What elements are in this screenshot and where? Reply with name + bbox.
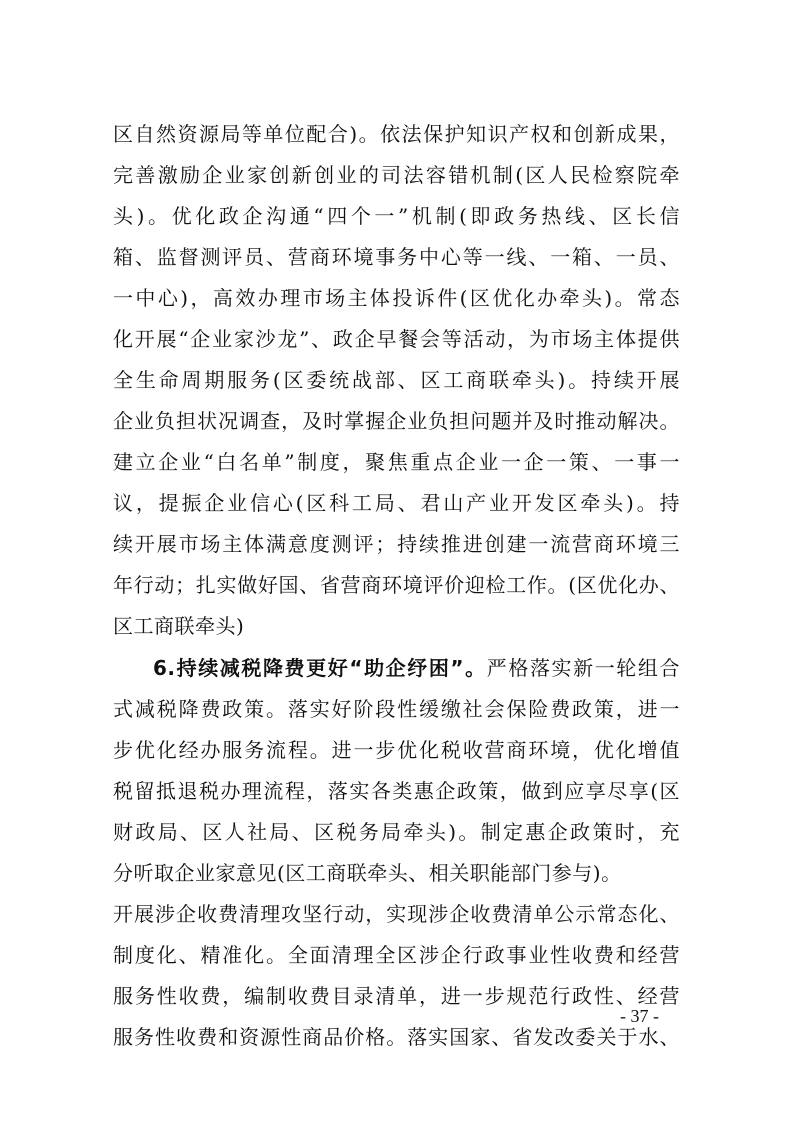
paragraph-line: 完善激励企业家创新创业的司法容错机制(区人民检察院牵 [113,163,680,187]
paragraph-line: 全生命周期服务(区委统战部、区工商联牵头)。持续开展 [113,368,680,392]
paragraph-line: 区自然资源局等单位配合)。依法保护知识产权和创新成果， [113,122,680,146]
paragraph-line: 化开展“企业家沙龙”、政企早餐会等活动，为市场主体提供 [113,327,680,351]
paragraph-line: 续开展市场主体满意度测评；持续推进创建一流营商环境三 [113,532,680,556]
section-6-first-line-text: 严格落实新一轮组合 [486,656,680,680]
paragraph-line: 税留抵退税办理流程，落实各类惠企政策，做到应享尽享(区 [113,779,680,803]
paragraph-line: 步优化经办服务流程。进一步优化税收营商环境，优化增值 [113,738,680,762]
section-6-first-line [153,656,680,680]
paragraph-line: 分听取企业家意见(区工商联牵头、相关职能部门参与)。 [113,861,622,885]
paragraph-line: 财政局、区人社局、区税务局牵头)。制定惠企政策时，充 [113,820,680,844]
paragraph-line: 年行动；扎实做好国、省营商环境评价迎检工作。(区优化办、 [113,573,680,597]
paragraph-line: 开展涉企收费清理攻坚行动，实现涉企收费清单公示常态化、 [113,902,680,926]
paragraph-line: 式减税降费政策。落实好阶段性缓缴社会保险费政策，进一 [113,697,680,721]
page-number: - 37 - [620,1006,659,1026]
paragraph-line: 建立企业“白名单”制度，聚焦重点企业一企一策、一事一 [113,450,680,474]
paragraph-line: 一中心)，高效办理市场主体投诉件(区优化办牵头)。常态 [113,286,680,310]
paragraph-line: 企业负担状况调查，及时掌握企业负担问题并及时推动解决。 [113,409,680,433]
paragraph-line: 区工商联牵头) [113,614,245,638]
paragraph-line: 箱、监督测评员、营商环境事务中心等一线、一箱、一员、 [113,245,680,269]
paragraph-line: 议，提振企业信心(区科工局、君山产业开发区牵头)。持 [113,491,680,515]
paragraph-line: 服务性收费，编制收费目录清单，进一步规范行政性、经营 [113,984,680,1008]
paragraph-line: 服务性收费和资源性商品价格。落实国家、省发改委关于水、 [113,1025,680,1049]
section-6-heading: 6.持续减税降费更好“助企纾困”。 [153,656,487,680]
paragraph-line: 头)。优化政企沟通“四个一”机制(即政务热线、区长信 [113,204,680,228]
paragraph-line: 制度化、精准化。全面清理全区涉企行政事业性收费和经营 [113,943,680,967]
